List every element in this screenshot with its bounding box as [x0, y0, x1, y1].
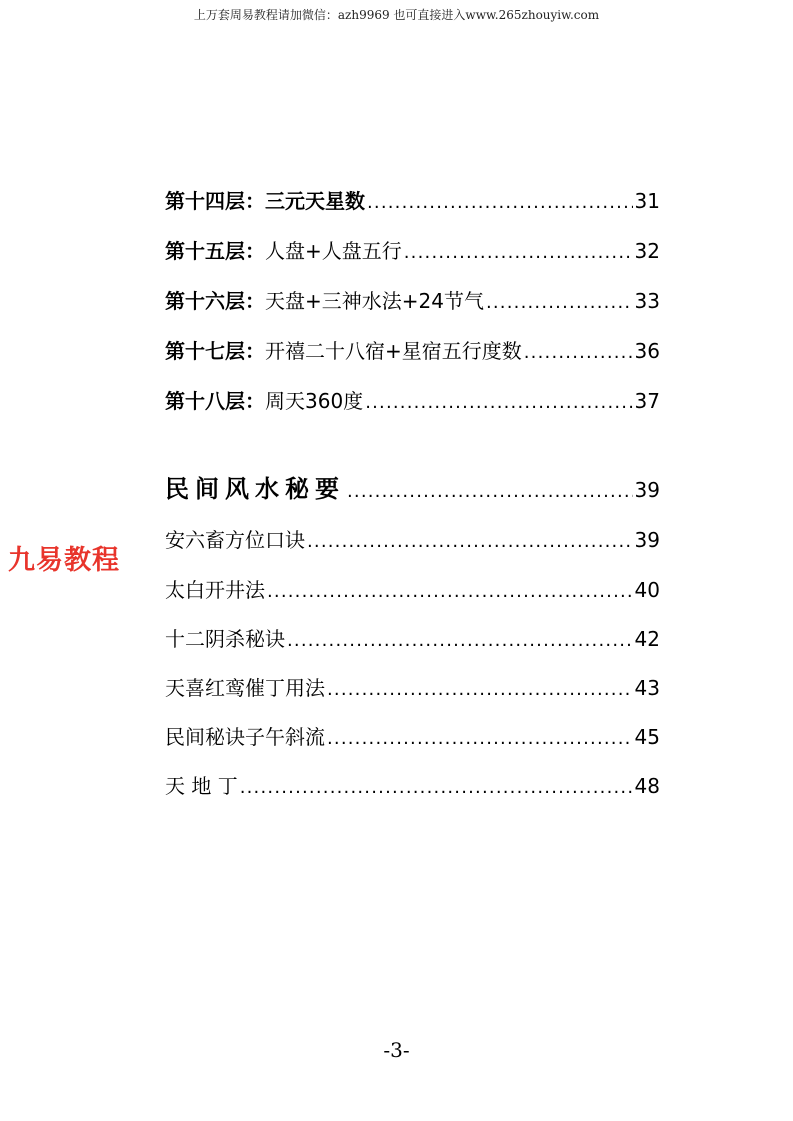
toc-entry-title: 太白开井法 — [165, 578, 265, 602]
toc-entry-page: 48 — [634, 774, 660, 798]
header-banner: 上万套周易教程请加微信：azh9969 也可直接进入www.265zhouyiw.com — [193, 8, 600, 22]
toc-entry-14[interactable] — [165, 187, 660, 217]
leader-dots — [404, 239, 633, 267]
toc-subentry[interactable] — [165, 772, 660, 802]
page-number: -3- — [383, 1038, 410, 1062]
toc-entry-15[interactable] — [165, 237, 660, 267]
toc-entry-title: 周天360度 — [265, 389, 364, 413]
leader-dots — [327, 676, 633, 704]
leader-dots — [367, 189, 633, 217]
toc-subentry[interactable] — [165, 625, 660, 655]
leader-dots — [365, 389, 632, 417]
toc-entry-page: 45 — [634, 725, 660, 749]
toc-subentry[interactable] — [165, 576, 660, 606]
toc-entry-16[interactable] — [165, 287, 660, 317]
toc-entry-page: 32 — [634, 239, 660, 263]
toc-entry-title: 天喜红鸾催丁用法 — [165, 676, 325, 700]
toc-subentry[interactable] — [165, 526, 660, 556]
toc-entry-title: 民间秘诀子午斜流 — [165, 725, 325, 749]
toc-entry-title: 开禧二十八宿+星宿五行度数 — [265, 339, 522, 363]
toc-entry-prefix: 第十四层： — [165, 189, 265, 213]
toc-entry-page: 39 — [634, 528, 660, 552]
toc-subentry[interactable] — [165, 723, 660, 753]
toc-entry-page: 43 — [634, 676, 660, 700]
leader-dots — [486, 289, 633, 317]
toc-entry-page: 37 — [634, 389, 660, 413]
toc-entry-title: 三元天星数 — [265, 189, 365, 213]
leader-dots — [307, 528, 633, 556]
toc-entry-prefix: 第十八层： — [165, 389, 265, 413]
toc-entry-page: 33 — [634, 289, 660, 313]
toc-entry-prefix: 第十六层： — [165, 289, 265, 313]
toc-section-heading[interactable] — [165, 475, 660, 506]
toc-entry-title: 天 地 丁 — [165, 774, 238, 798]
leader-dots — [240, 774, 633, 802]
toc-entry-prefix: 第十五层： — [165, 239, 265, 263]
leader-dots — [327, 725, 633, 753]
toc-entry-label — [165, 337, 522, 365]
toc-entry-18[interactable] — [165, 387, 660, 417]
toc-entry-label — [165, 287, 484, 315]
toc-entry-page: 42 — [634, 627, 660, 651]
toc-entry-page: 31 — [634, 189, 660, 213]
toc-entry-label — [165, 387, 363, 415]
toc-entry-page: 40 — [634, 578, 660, 602]
toc-entry-title: 十二阴杀秘诀 — [165, 627, 285, 651]
toc-subentry[interactable] — [165, 674, 660, 704]
toc-entry-title: 天盘+三神水法+24节气 — [265, 289, 484, 313]
section-title: 民间风水秘要 — [165, 475, 345, 503]
toc-entry-title: 人盘+人盘五行 — [265, 239, 402, 263]
toc-entry-page: 36 — [634, 339, 660, 363]
leader-dots — [287, 627, 633, 655]
toc-entry-page: 39 — [634, 478, 660, 502]
leader-dots — [267, 578, 633, 606]
toc-entry-17[interactable] — [165, 337, 660, 367]
watermark-logo: 九易教程 — [8, 545, 120, 576]
toc-entry-title: 安六畜方位口诀 — [165, 528, 305, 552]
leader-dots — [524, 339, 633, 367]
toc-entry-label — [165, 187, 365, 215]
toc-entry-prefix: 第十七层： — [165, 339, 265, 363]
leader-dots — [347, 478, 633, 506]
toc-entry-label — [165, 237, 402, 265]
